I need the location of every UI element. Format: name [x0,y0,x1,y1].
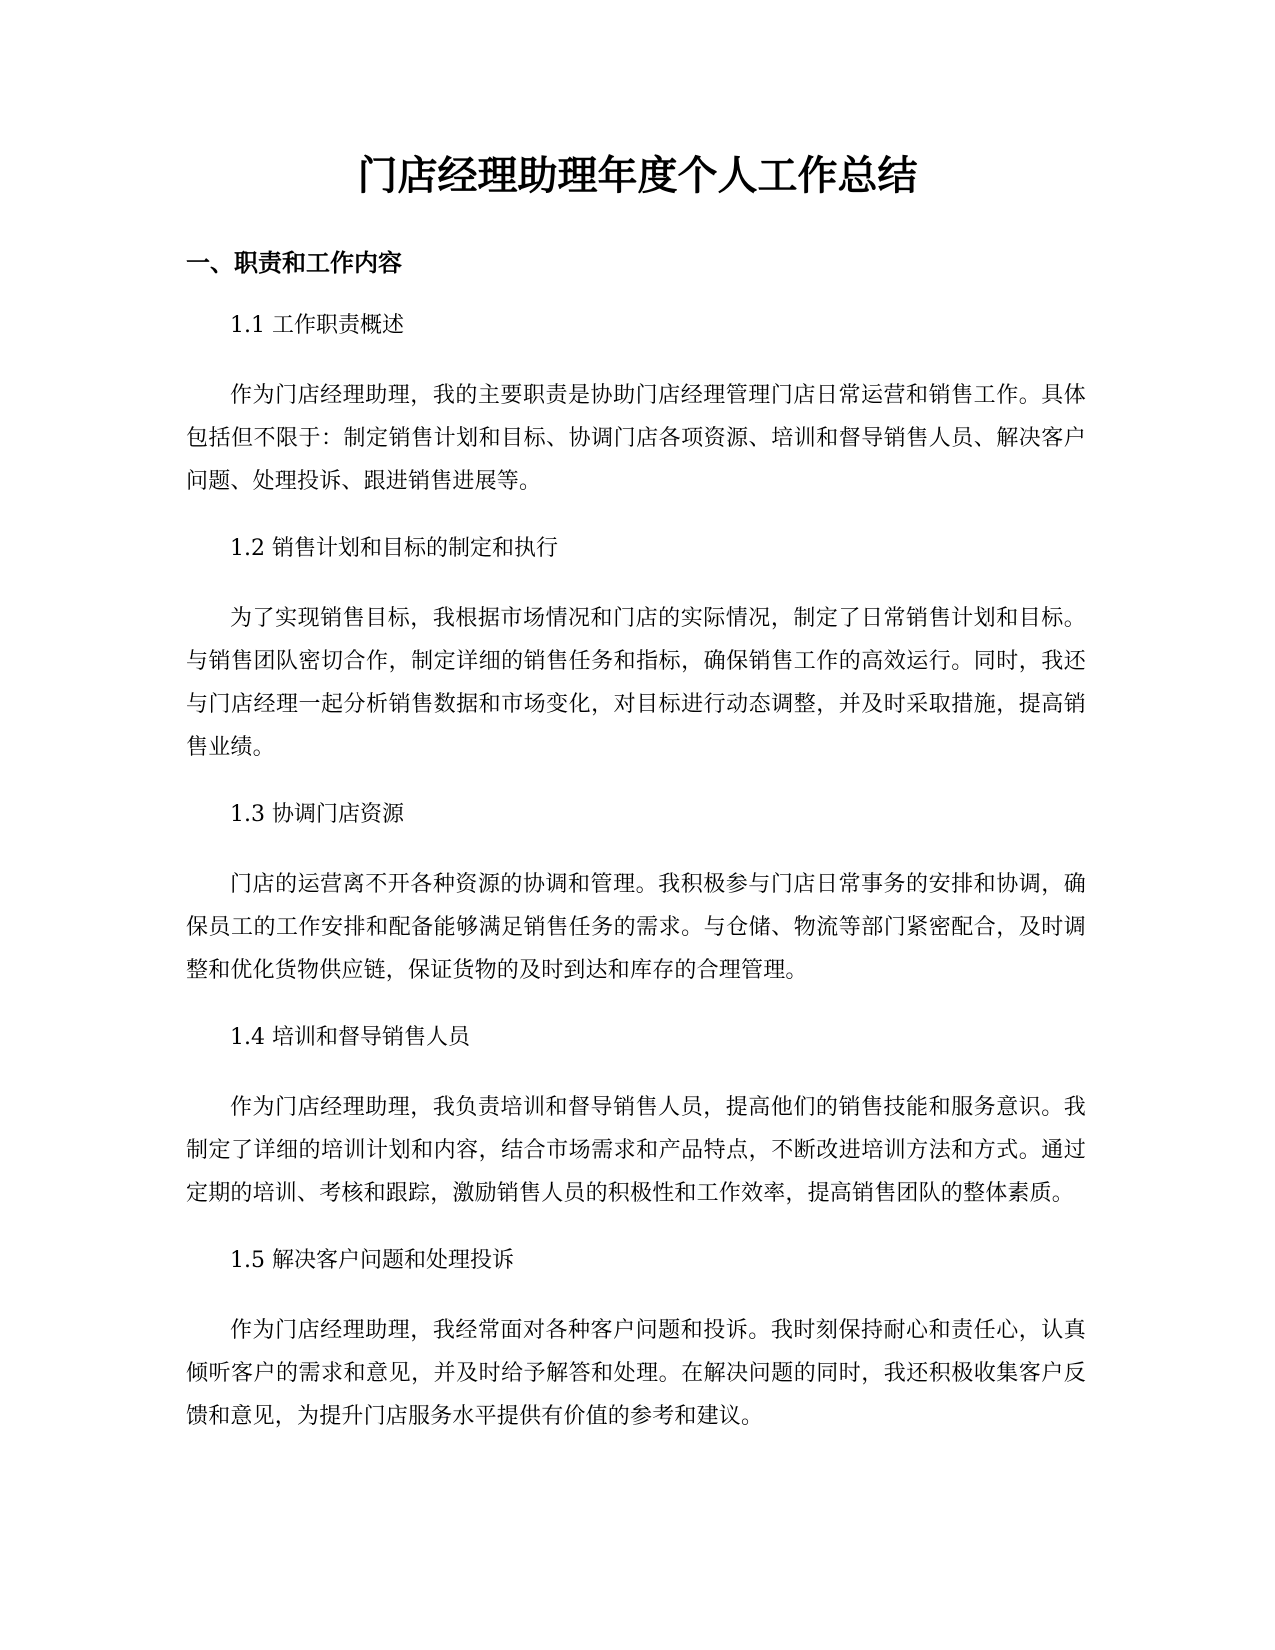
document-title: 门店经理助理年度个人工作总结 [357,153,918,199]
subsection-heading-1-5: 1.5 解决客户问题和处理投诉 [230,1248,514,1273]
subsection-heading-1-1: 1.1 工作职责概述 [230,313,404,338]
subsection-body-1-2: 为了实现销售目标，我根据市场情况和门店的实际情况，制定了日常销售计划和目标。与销售团队密切合作，制定详细的销售任务和指标，确保销售工作的高效运行。同时，我还与门店经理一起分析销售数据和市场变化，对目标进行动态调整，并及时采取措施，提高销售业绩。 [186,606,1086,760]
section-content [186,310,1086,1468]
subsection-heading-1-4: 1.4 培训和督导销售人员 [230,1025,470,1050]
section-heading: 一、职责和工作内容 [186,249,402,277]
subsection-body-1-5: 作为门店经理助理，我经常面对各种客户问题和投诉。我时刻保持耐心和责任心，认真倾听客户的需求和意见，并及时给予解答和处理。在解决问题的同时，我还积极收集客户反馈和意见，为提升门店服务水平提供有价值的参考和建议。 [186,1318,1086,1429]
subsection-heading-1-3: 1.3 协调门店资源 [230,802,404,827]
subsection-body-1-1: 作为门店经理助理，我的主要职责是协助门店经理管理门店日常运营和销售工作。具体包括但不限于：制定销售计划和目标、协调门店各项资源、培训和督导销售人员、解决客户问题、处理投诉、跟进销售进展等。 [186,383,1086,494]
subsection-body-1-4: 作为门店经理助理，我负责培训和督导销售人员，提高他们的销售技能和服务意识。我制定了详细的培训计划和内容，结合市场需求和产品特点，不断改进培训方法和方式。通过定期的培训、考核和跟踪，激励销售人员的积极性和工作效率，提高销售团队的整体素质。 [186,1095,1086,1206]
subsection-body-1-3: 门店的运营离不开各种资源的协调和管理。我积极参与门店日常事务的安排和协调，确保员工的工作安排和配备能够满足销售任务的需求。与仓储、物流等部门紧密配合，及时调整和优化货物供应链，保证货物的及时到达和库存的合理管理。 [186,872,1086,983]
subsection-heading-1-2: 1.2 销售计划和目标的制定和执行 [230,536,558,561]
